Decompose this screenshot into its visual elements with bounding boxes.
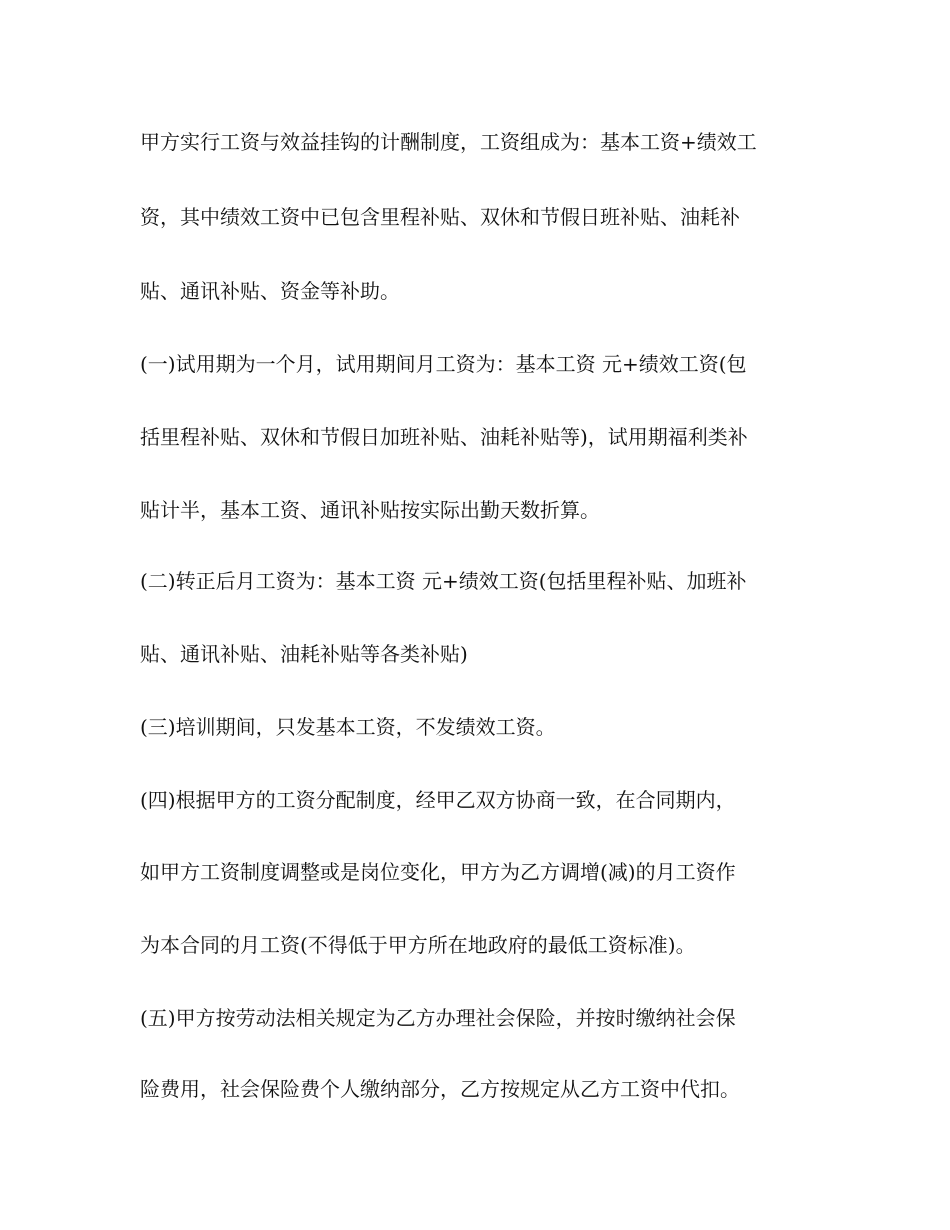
text-line: 甲方实行工资与效益挂钩的计酬制度，工资组成为：基本工资+绩效工: [140, 130, 757, 154]
text-line: 如甲方工资制度调整或是岗位变化，甲方为乙方调增(减)的月工资作: [140, 860, 736, 884]
text-line: 括里程补贴、双休和节假日加班补贴、油耗补贴等)，试用期福利类补: [140, 425, 748, 449]
text-line: 资，其中绩效工资中已包含里程补贴、双休和节假日班补贴、油耗补: [140, 205, 740, 229]
text-line: (四)根据甲方的工资分配制度，经甲乙双方协商一致，在合同期内，: [140, 788, 736, 812]
text-line: 贴、通讯补贴、油耗补贴等各类补贴): [140, 642, 468, 666]
text-line: 为本合同的月工资(不得低于甲方所在地政府的最低工资标准)。: [140, 933, 696, 957]
text-line: 贴计半，基本工资、通讯补贴按实际出勤天数折算。: [140, 498, 600, 522]
text-line: (一)试用期为一个月，试用期间月工资为：基本工资 元+绩效工资(包: [140, 352, 747, 376]
text-line: (二)转正后月工资为：基本工资 元+绩效工资(包括里程补贴、加班补: [140, 569, 747, 593]
text-line: 贴、通讯补贴、资金等补助。: [140, 279, 400, 303]
text-line: (三)培训期间，只发基本工资，不发绩效工资。: [140, 715, 556, 739]
text-line: (五)甲方按劳动法相关规定为乙方办理社会保险，并按时缴纳社会保: [140, 1006, 736, 1030]
text-line: 险费用，社会保险费个人缴纳部分，乙方按规定从乙方工资中代扣。: [140, 1077, 740, 1101]
